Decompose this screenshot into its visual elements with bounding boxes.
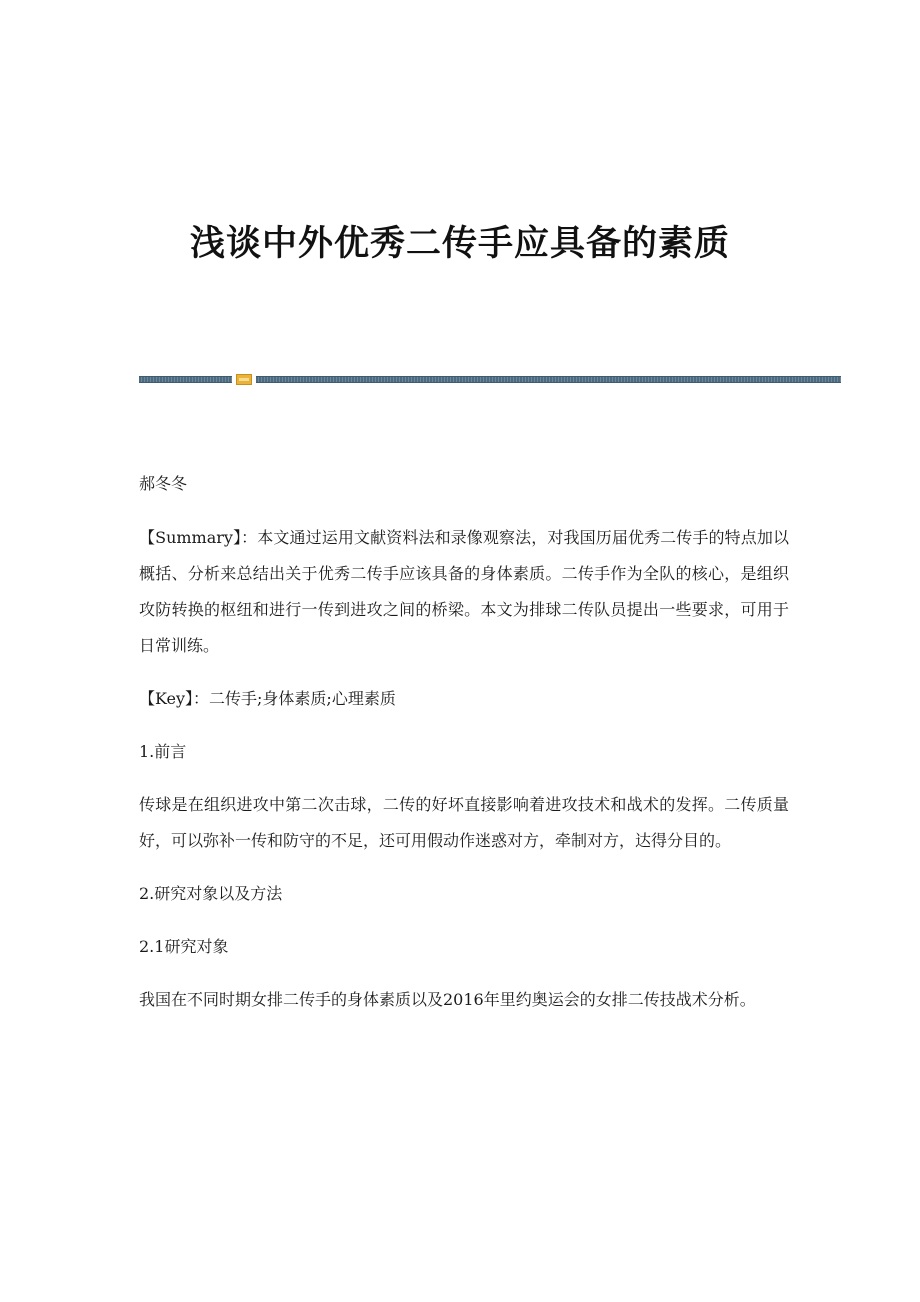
section-heading-methods: 2.研究对象以及方法 bbox=[139, 884, 283, 903]
divider-bar-left bbox=[139, 376, 232, 383]
document-body bbox=[139, 466, 789, 1035]
section-heading-intro: 1.前言 bbox=[139, 742, 187, 761]
summary-paragraph: 【Summary】：本文通过运用文献资料法和录像观察法，对我国历届优秀二传手的特点加以概括、分析来总结出关于优秀二传手应该具备的身体素质。二传手作为全队的核心，是组织攻防转换的枢纽和进行一传到进攻之间的桥梁。本文为排球二传队员提出一些要求，可用于日常训练。 bbox=[139, 528, 789, 655]
divider-ornament-icon bbox=[236, 374, 252, 385]
intro-paragraph: 传球是在组织进攻中第二次击球，二传的好坏直接影响着进攻技术和战术的发挥。二传质量好，可以弥补一传和防守的不足，还可用假动作迷惑对方，牵制对方，达得分目的。 bbox=[139, 795, 789, 850]
subjects-paragraph: 我国在不同时期女排二传手的身体素质以及2016年里约奥运会的女排二传技战术分析。 bbox=[139, 990, 756, 1009]
author-name: 郝冬冬 bbox=[139, 474, 188, 493]
document-title: 浅谈中外优秀二传手应具备的素质 bbox=[189, 224, 730, 264]
keywords-line: 【Key】：二传手;身体素质;心理素质 bbox=[139, 689, 396, 708]
divider-bar-right bbox=[256, 376, 841, 383]
title-divider bbox=[139, 374, 841, 385]
subsection-heading-subjects: 2.1研究对象 bbox=[139, 937, 229, 956]
